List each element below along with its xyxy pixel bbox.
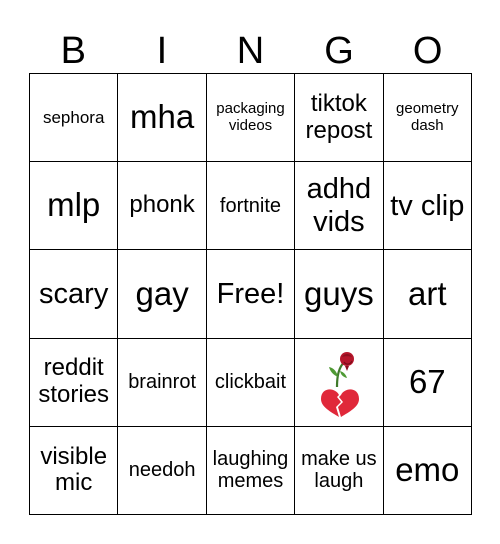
bingo-cell-r1c5[interactable]: geometry dash <box>384 74 472 162</box>
bingo-cell-r4c1[interactable]: reddit stories <box>30 339 118 427</box>
bingo-cell-r3c1[interactable]: scary <box>30 250 118 338</box>
bingo-cell-r2c4[interactable]: adhd vids <box>295 162 383 250</box>
bingo-cell-r4c2[interactable]: brainrot <box>118 339 206 427</box>
bingo-free-space[interactable]: Free! <box>207 250 295 338</box>
bingo-cell-r2c5[interactable]: tv clip <box>384 162 472 250</box>
bingo-cell-r4c3[interactable]: clickbait <box>207 339 295 427</box>
bingo-cell-r3c5[interactable]: art <box>384 250 472 338</box>
bingo-cell-r1c4[interactable]: tiktok repost <box>295 74 383 162</box>
bingo-cell-r4c4[interactable] <box>295 339 383 427</box>
bingo-grid <box>29 73 472 515</box>
bingo-cell-r2c1[interactable]: mlp <box>30 162 118 250</box>
bingo-cell-r3c2[interactable]: gay <box>118 250 206 338</box>
bingo-cell-r5c5[interactable]: emo <box>384 427 472 515</box>
bingo-cell-r2c3[interactable]: fortnite <box>207 162 295 250</box>
bingo-cell-r2c2[interactable]: phonk <box>118 162 206 250</box>
bingo-cell-r5c3[interactable]: laughing memes <box>207 427 295 515</box>
header-letter-o: O <box>412 30 443 72</box>
bingo-cell-r5c1[interactable]: visible mic <box>30 427 118 515</box>
bingo-cell-r1c2[interactable]: mha <box>118 74 206 162</box>
bingo-cell-r1c3[interactable]: packaging videos <box>207 74 295 162</box>
bingo-cell-r3c4[interactable]: guys <box>295 250 383 338</box>
bingo-header <box>29 28 472 74</box>
bingo-cell-r5c2[interactable]: needoh <box>118 427 206 515</box>
header-letter-n: N <box>236 30 265 72</box>
header-letter-i: I <box>156 30 168 72</box>
bingo-cell-r5c4[interactable]: make us laugh <box>295 427 383 515</box>
header-letter-g: G <box>324 30 354 72</box>
header-letter-b: B <box>60 30 86 72</box>
wilted-rose-broken-heart-icon <box>315 347 363 417</box>
bingo-cell-r1c1[interactable]: sephora <box>30 74 118 162</box>
bingo-cell-r4c5[interactable]: 67 <box>384 339 472 427</box>
